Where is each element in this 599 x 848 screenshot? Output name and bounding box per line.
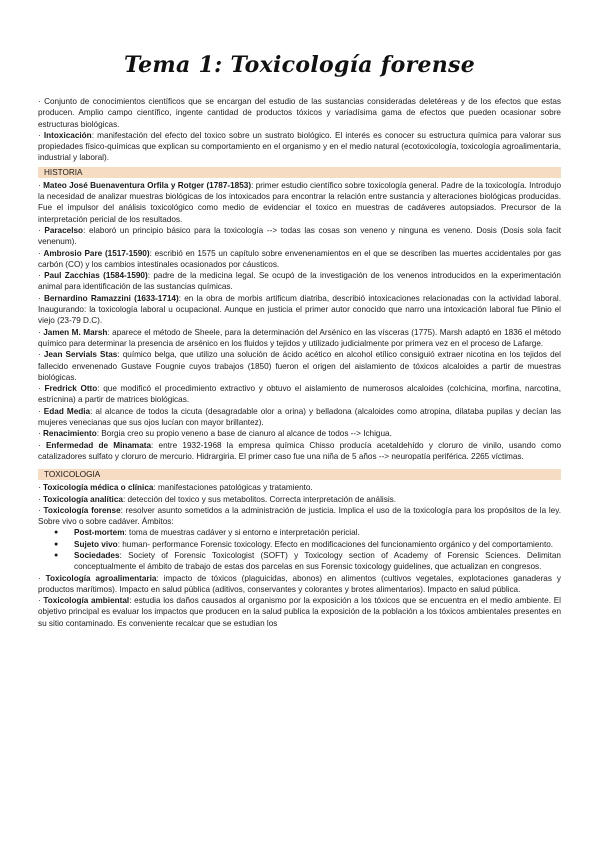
term: Enfermedad de Minamata (45, 440, 152, 450)
term: Edad Media (43, 406, 91, 416)
history-item: · Jamen M. Marsh: aparece el método de Sheele, para la determinación del Arsénico en las vísceras (1775). Marsh adaptó en 1836 el método químico para determinar la presencia de arsénico en los fluidos y tejidos y utilizado judicialmente por primera vez en el proceso de Lafarge. (38, 327, 561, 348)
definition: : químico belga, que utilizo una solución de ácido acético en alcohol etílico consiguió extraer nicotina en los tejidos del fallecido envenenado Gustave Fougnie cuyos trabajos (1850) fueron el origen del aislamiento de tóxicos alcaloides a partir de muestras biológicas. (38, 350, 561, 382)
term: Jamen M. Marsh (43, 327, 108, 337)
definition: : en la obra de morbis artificum diatriba, describió intoxicaciones relacionadas con la actividad laboral. Inaugurando: la toxicología laboral u ocupacional. Aunque en justicia el primer autor conocido que narro una intoxicación laboral fue Plinio el viejo (23-79 D.C). (38, 293, 561, 326)
history-item: · Edad Media: al alcance de todos la cicuta (desagradable olor a orina) y belladona (alcaloides como atropina, dilataba pupilas y decían las mujeres venecianas que sus ojos lucían con mayor brillantez). (38, 406, 561, 428)
term: Ambrosio Pare (1517-1590) (43, 248, 150, 258)
section-heading-historia: HISTORIA (38, 167, 561, 178)
term: Intoxicación (43, 130, 92, 140)
history-item: · Enfermedad de Minamata: entre 1932-1968 la empresa química Chisso producía acetaldehído y cloruro de vinilo, usando como catalizadores sulfato y cloruro de mercurio. Hidrargiria. El primer caso fue una niña de 5 años --> neuropatía periférica. 2265 víctimas. (38, 440, 561, 461)
definition: : estudia los daños causados al organismo por la exposición a los tóxicos que se encuentra en el medio ambiente. El objetivo principal es evaluar los impactos que producen en la salud publica la exposición de la población a los tóxicos ambientales presentes en su sitio contaminado. Es conveniente recalcar que se estudian los (38, 596, 561, 628)
history-item: · Mateo José Buenaventura Orfila y Rotger (1787-1853): primer estudio científico sobre toxicología general. Padre de la toxicología. Introdujo la necesidad de analizar muestras biológicas de los intoxicados para encontrar la relación entre sustancia y alteraciones biológicas producidas. Fue el impulsor del análisis toxicológico como medio de evidenciar el toxico en muestras de cadáveres autopsiados. Precursor de la interpretación pericial de los resultados. (38, 180, 561, 224)
term: Sociedades (74, 550, 120, 560)
page-title: Tema 1: Toxicología forense (123, 52, 476, 78)
term: Paul Zacchias (1584-1590) (44, 271, 148, 281)
term: Renacimiento (43, 429, 97, 439)
term: Sujeto vivo (74, 539, 118, 549)
toxicology-item: · Toxicología analítica: detección del toxico y sus metabolitos. Correcta interpretación de análisis. (38, 494, 397, 504)
definition: : manifestaciones patológicas y tratamiento. (153, 483, 313, 493)
definition: : primer estudio científico sobre toxicología general. Padre de la toxicología. Introdujo la necesidad de analizar muestras biológicas de los intoxicados para encontrar la relación entre sustancia y alteraciones biológicas producidas. Fue el impulsor del análisis toxicológico como medio de evidenciar el toxico en muestras de cadáveres autopsiados. Precursor de la interpretación pericial de los resultados. (38, 180, 561, 224)
term: Toxicología médica o clínica (43, 483, 154, 493)
term: Fredrick Otto (44, 384, 98, 394)
ambito-item (52, 550, 561, 573)
toxicology-item: · Toxicología médica o clínica: manifestaciones patológicas y tratamiento. (38, 483, 313, 493)
definition: : escribió en 1575 un capítulo sobre envenenamientos en el que se describen las muertes accidentales por gas carbón (CO) y los cambios intestinales ocasionados por cáusticos. (38, 248, 561, 269)
definition: : impacto de tóxicos (plaguicidas, abonos) en alimentos (cultivos vegetales, explotaciones ganaderas y productos marítimos). Impacto en salud pública (aditivos, conservantes y colorantes y brotes alimentarios). Impacto en salud pública. (38, 573, 561, 594)
history-list (38, 180, 561, 462)
history-item: · Ambrosio Pare (1517-1590): escribió en 1575 un capítulo sobre envenenamientos en el que se describen las muertes accidentales por gas carbón (CO) y los cambios intestinales ocasionados por cáusticos. (38, 248, 561, 269)
ambitos-list (38, 527, 561, 572)
toxicology-item: · Toxicología agroalimentaria: impacto de tóxicos (plaguicidas, abonos) en alimentos (cultivos vegetales, explotaciones ganaderas y productos marítimos). Impacto en salud pública (aditivos, conservantes y colorantes y brotes alimentarios). Impacto en salud pública. (38, 573, 561, 594)
definition: : toma de muestras cadáver y si entorno e interpretación pericial. (124, 528, 360, 538)
history-item: · Paul Zacchias (1584-1590): padre de la medicina legal. Se ocupó de la investigación de los venenos introducidos en la experimentación animal para identificación de las sustancias químicas. (38, 271, 561, 292)
definition: : al alcance de todos la cicuta (desagradable olor a orina) y belladona (alcaloides como atropina, dilataba pupilas y decían las mujeres venecianas que sus ojos lucían con mayor brillantez). (38, 406, 561, 428)
intoxicacion-paragraph: · Intoxicación: manifestación del efecto del toxico sobre un sustrato biológico. El interés es conocer su estructura química para valorar sus propiedades físico-químicas que explican su comportamiento en el organismo y en el medio natural (ecotoxicología, toxicología agroalimentaria, industrial y laboral). (38, 130, 561, 163)
definition: : resolver asunto sometidos a la administración de justicia. Implica el uso de la toxicología para los propósitos de la ley. Sobre vivo o sobre cadáver. Ámbitos: (38, 505, 561, 527)
definition: : que modificó el procedimiento extractivo y obtuvo el aislamiento de numerosos alcaloides (colchicina, morfina, narcotina, estricnina) a partir de matrices biológicas. (38, 384, 561, 405)
term: Post-mortem (74, 528, 125, 538)
history-item: · Bernardino Ramazzini (1633-1714): en la obra de morbis artificum diatriba, describió intoxicaciones relacionadas con la actividad laboral. Inaugurando: la toxicología laboral u ocupacional. Aunque en justicia el primer autor conocido que narro una intoxicación laboral fue Plinio el viejo (23-79 D.C). (38, 293, 561, 326)
history-item: · Renacimiento: Borgia creo su propio veneno a base de cianuro al alcance de todos --> Ichigua. (38, 429, 392, 439)
ambito-item (52, 527, 561, 538)
definition: : Borgia creo su propio veneno a base de cianuro al alcance de todos --> Ichigua. (96, 429, 392, 439)
definition: : aparece el método de Sheele, para la determinación del Arsénico en las vísceras (1775). Marsh adaptó en 1836 el método químico para determinar la presencia de arsénico en los fluidos y tejidos y utilizado judicialmente por primera vez en el proceso de Lafarge. (38, 327, 561, 348)
definition: : Society of Forensic Toxicologist (SOFT) y Toxicology section of Academy of Forensic Sciences. Delimitan conceptualmente el ámbito de trabajo de estas dos parcelas en sus Forensic toxicology guidelines, que actualizan en congresos. (74, 550, 561, 572)
history-item: · Fredrick Otto: que modificó el procedimiento extractivo y obtuvo el aislamiento de numerosos alcaloides (colchicina, morfina, narcotina, estricnina) a partir de matrices biológicas. (38, 384, 561, 405)
definition: : human- performance Forensic toxicology. Efecto en modificaciones del funcionamiento orgánico y del comportamiento. (117, 539, 554, 549)
history-item: · Jean Servials Stas: químico belga, que utilizo una solución de ácido acético en alcohol etílico consiguió extraer nicotina en los tejidos del fallecido envenenado Gustave Fougnie cuyos trabajos (1850) fueron el origen del aislamiento de tóxicos alcaloides a partir de muestras biológicas. (38, 350, 561, 382)
term: Paracelso (44, 225, 84, 235)
term: Mateo José Buenaventura Orfila y Rotger (1787-1853) (43, 180, 252, 190)
term: Bernardino Ramazzini (1633-1714) (43, 293, 179, 303)
term: Toxicología forense (43, 505, 121, 515)
definition: : detección del toxico y sus metabolitos. Correcta interpretación de análisis. (122, 494, 397, 504)
term: Jean Servials Stas (43, 350, 118, 360)
term: Toxicología agroalimentaria (45, 573, 157, 583)
toxicology-list (38, 482, 561, 629)
term: Toxicología ambiental (43, 596, 130, 606)
definition: : elaboró un principio básico para la toxicología --> todas las cosas son veneno y ninguna es veneno. Dosis (Dosis sola facit venenum). (38, 225, 561, 247)
intro-paragraph: · Conjunto de conocimientos científicos que se encargan del estudio de las sustancias consideradas deletéreas y de los efectos que estas producen. Amplio campo científico, ingente cantidad de productos tóxicos y variadísima gama de efectos que pueden ocasionar sobre estructuras biológicas. (38, 97, 561, 129)
section-heading-toxicologia: TOXICOLOGIA (38, 469, 561, 480)
history-item: · Paracelso: elaboró un principio básico para la toxicología --> todas las cosas son veneno y ninguna es veneno. Dosis (Dosis sola facit venenum). (38, 225, 561, 247)
definition: : manifestación del efecto del toxico sobre un sustrato biológico. El interés es conocer su estructura química para valorar sus propiedades físico-químicas que explican su comportamiento en el organismo y en el medio natural (ecotoxicología, toxicología agroalimentaria, industrial y laboral). (38, 130, 561, 163)
toxicology-item: · Toxicología forense: resolver asunto sometidos a la administración de justicia. Implica el uso de la toxicología para los propósitos de la ley. Sobre vivo o sobre cadáver. Ámbitos: (38, 505, 561, 527)
term: Toxicología analítica (43, 494, 123, 504)
definition: : padre de la medicina legal. Se ocupó de la investigación de los venenos introducidos en la experimentación animal para identificación de las sustancias químicas. (38, 271, 561, 292)
toxicology-item: · Toxicología ambiental: estudia los daños causados al organismo por la exposición a los tóxicos que se encuentra en el medio ambiente. El objetivo principal es evaluar los impactos que producen en la salud publica la exposición de la población a los tóxicos ambientales presentes en su sitio contaminado. Es conveniente recalcar que se estudian los (38, 596, 561, 628)
definition: : entre 1932-1968 la empresa química Chisso producía acetaldehído y cloruro de vinilo, usando como catalizadores sulfato y cloruro de mercurio. Hidrargiria. El primer caso fue una niña de 5 años --> neuropatía periférica. 2265 víctimas. (38, 440, 561, 461)
ambito-item (52, 539, 561, 550)
